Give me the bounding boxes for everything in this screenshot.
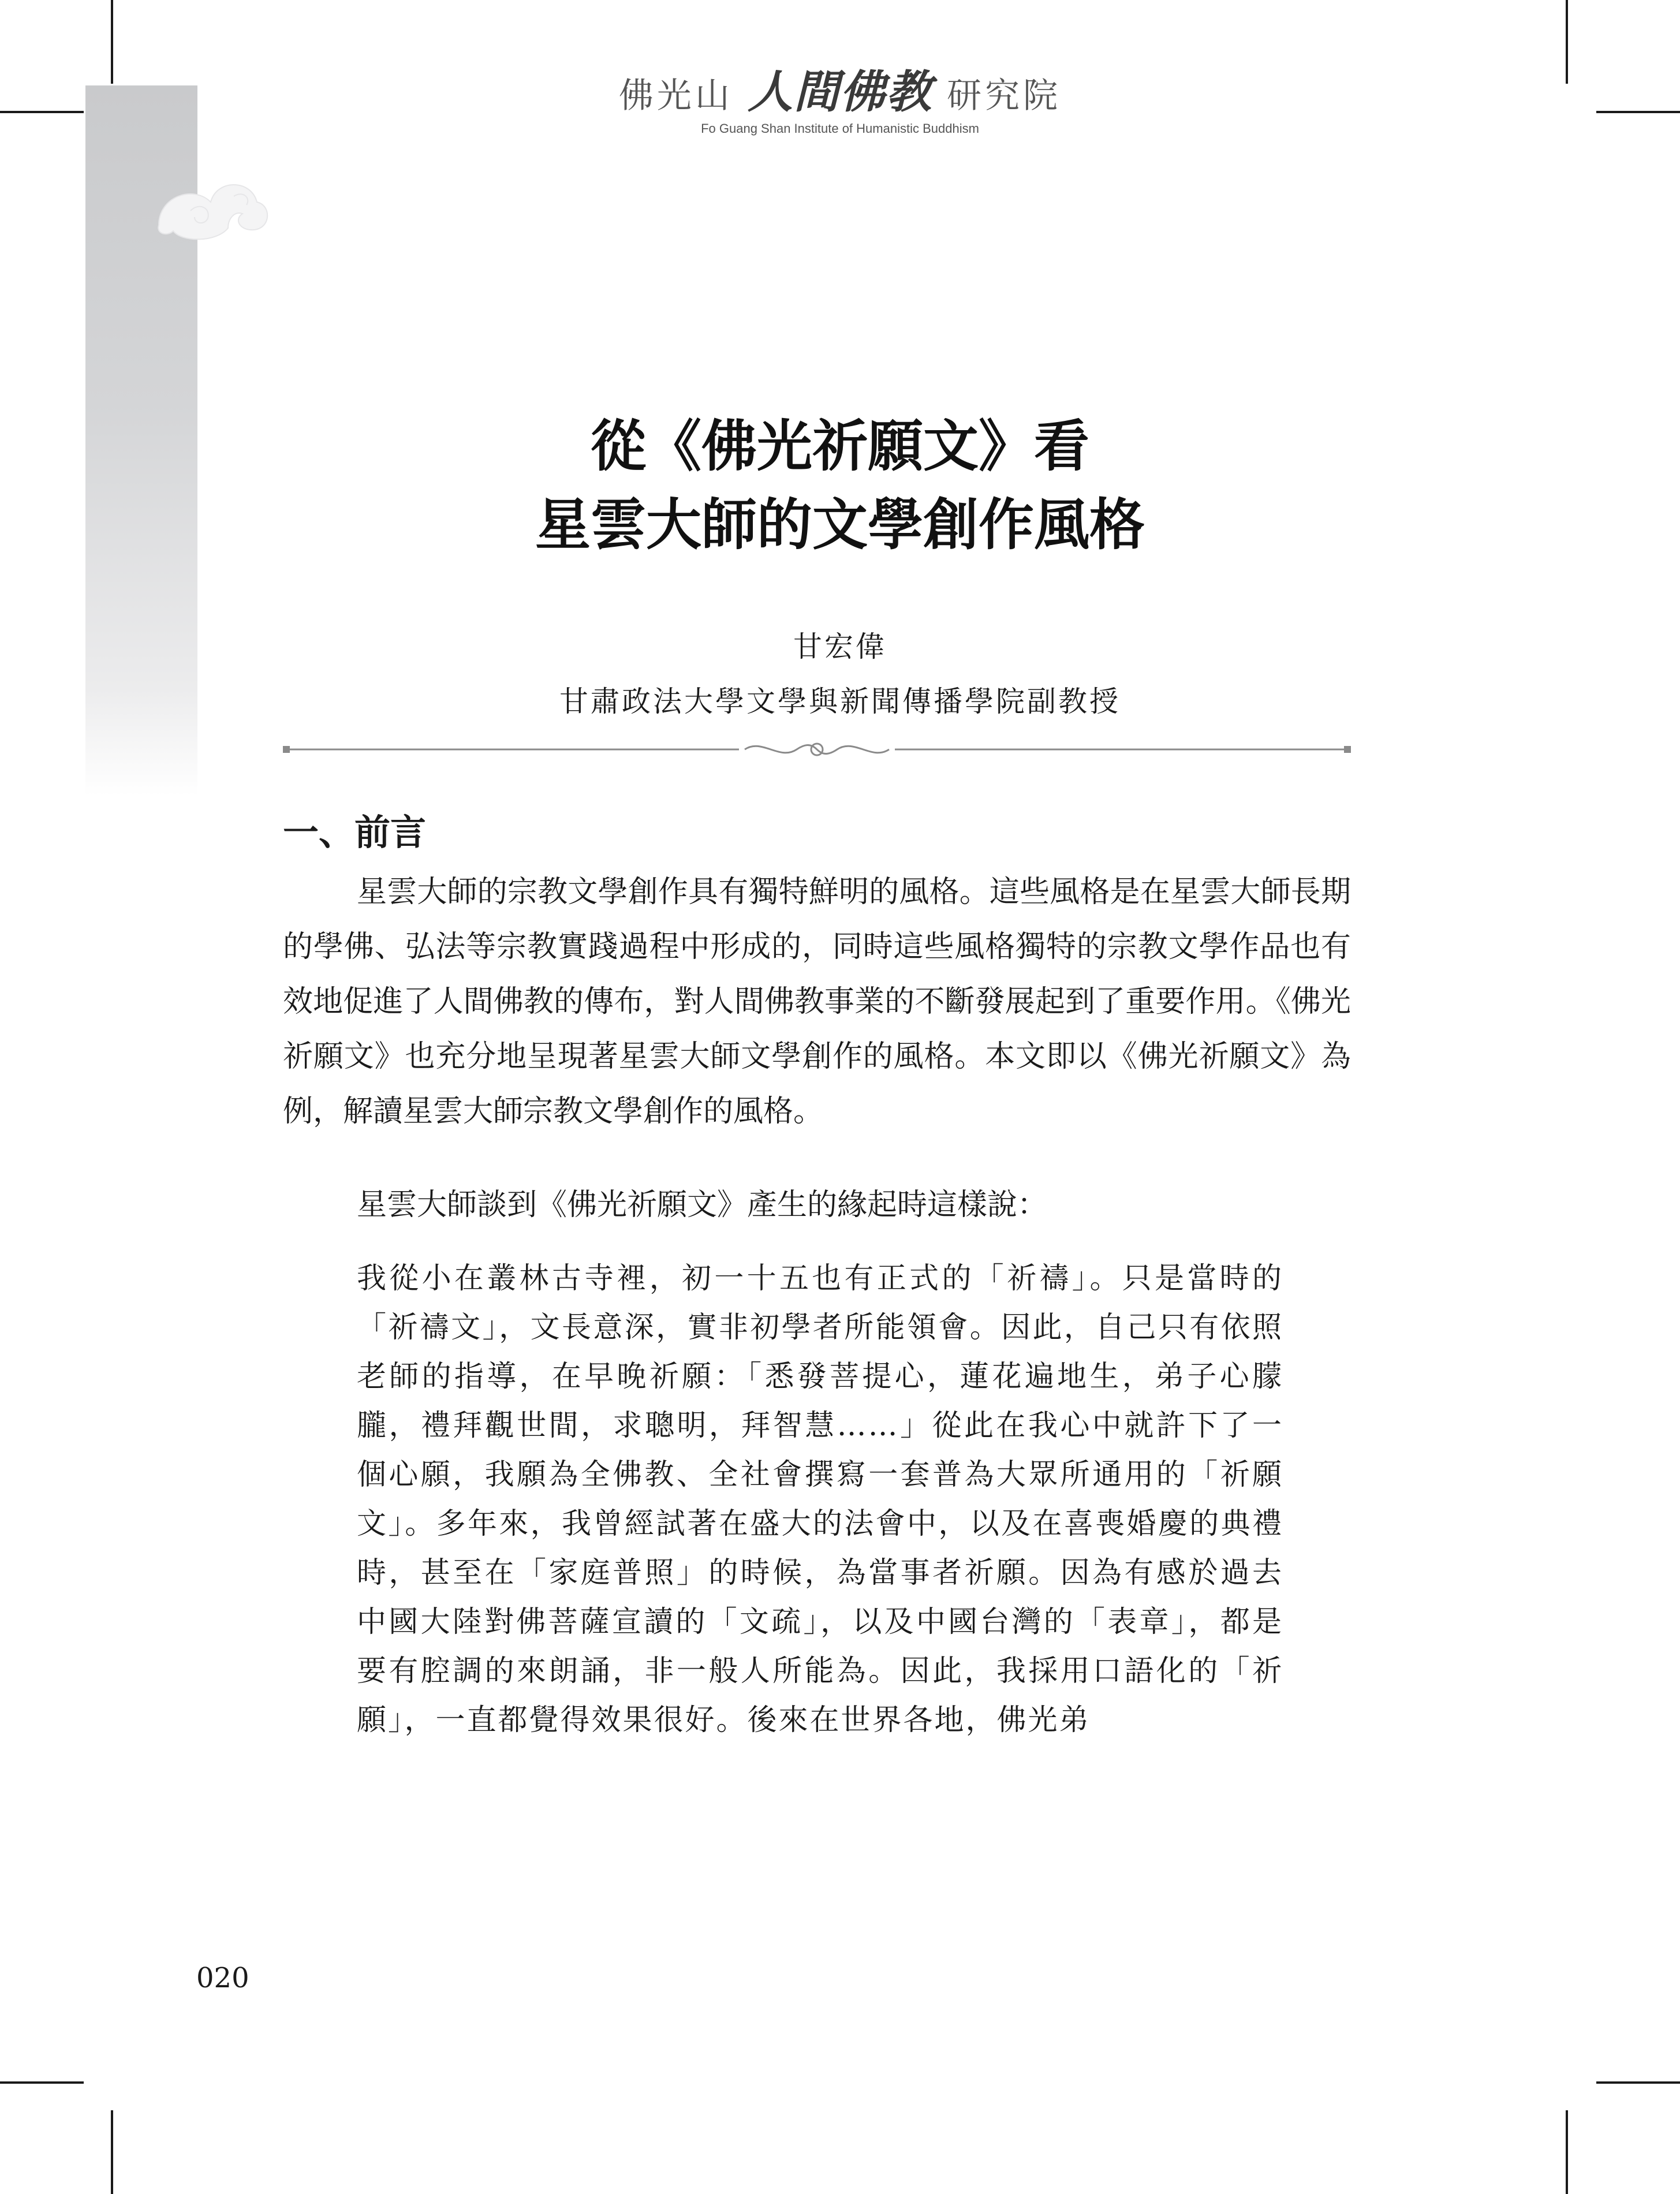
ornamental-divider	[283, 732, 1351, 767]
article-title-line-1: 從《佛光祈願文》看	[591, 413, 1089, 479]
journal-title-suffix: 研究院	[947, 76, 1062, 116]
journal-title-prefix: 佛光山	[618, 76, 733, 116]
body-paragraph-2: 星雲大師談到《佛光祈願文》產生的緣起時這樣說：	[357, 1188, 1048, 1222]
crop-mark-bottom-left-vertical	[111, 2110, 113, 2194]
journal-brand-logo: 人間佛教	[747, 66, 932, 118]
crop-mark-bottom-left-horizontal	[0, 2081, 84, 2084]
body-paragraph-1: 星雲大師的宗教文學創作具有獨特鮮明的風格。這些風格是在星雲大師長期的學佛、弘法等宗教實踐過程中形成的，同時這些風格獨特的宗教文學作品也有效地促進了人間佛教的傳布，對人間佛教事業的不斷發展起到了重要作用。《佛光祈願文》也充分地呈現著星雲大師文學創作的風格。本文即以《佛光祈願文》為例，解讀星雲大師宗教文學創作的風格。	[283, 875, 1351, 1129]
section-heading: 一、前言	[283, 811, 427, 853]
crop-mark-bottom-right-vertical	[1566, 2110, 1568, 2194]
journal-header	[0, 66, 1680, 136]
block-quote: 我從小在叢林古寺裡，初一十五也有正式的「祈禱」。只是當時的「祈禱文」，文長意深，實非初學者所能領會。因此，自己只有依照老師的指導，在早晚祈願：「悉發菩提心，蓮花遍地生，弟子心朦朧，禮拜觀世間，求聰明，拜智慧……」從此在我心中就許下了一個心願，我願為全佛教、全社會撰寫一套普為大眾所通用的「祈願文」。多年來，我曾經試著在盛大的法會中，以及在喜喪婚慶的典禮時，甚至在「家庭普照」的時候，為當事者祈願。因為有感於過去中國大陸對佛菩薩宣讀的「文疏」，以及中國台灣的「表章」，都是要有腔調的來朗誦，非一般人所能為。因此，我採用口語化的「祈願」，一直都覺得效果很好。後來在世界各地，佛光弟	[357, 1262, 1283, 1737]
author-affiliation: 甘肅政法大學文學與新聞傳播學院副教授	[559, 685, 1121, 718]
journal-title	[0, 66, 1680, 119]
author-name: 甘宏偉	[793, 630, 887, 663]
article-title-line-2: 星雲大師的文學創作風格	[535, 492, 1145, 557]
cloud-ornament-icon	[147, 156, 274, 260]
page-number: 020	[196, 1962, 249, 1994]
crop-mark-bottom-right-horizontal	[1596, 2081, 1680, 2084]
article-title	[0, 407, 1680, 564]
journal-subtitle: Fo Guang Shan Institute of Humanistic Buddhism	[701, 121, 979, 136]
